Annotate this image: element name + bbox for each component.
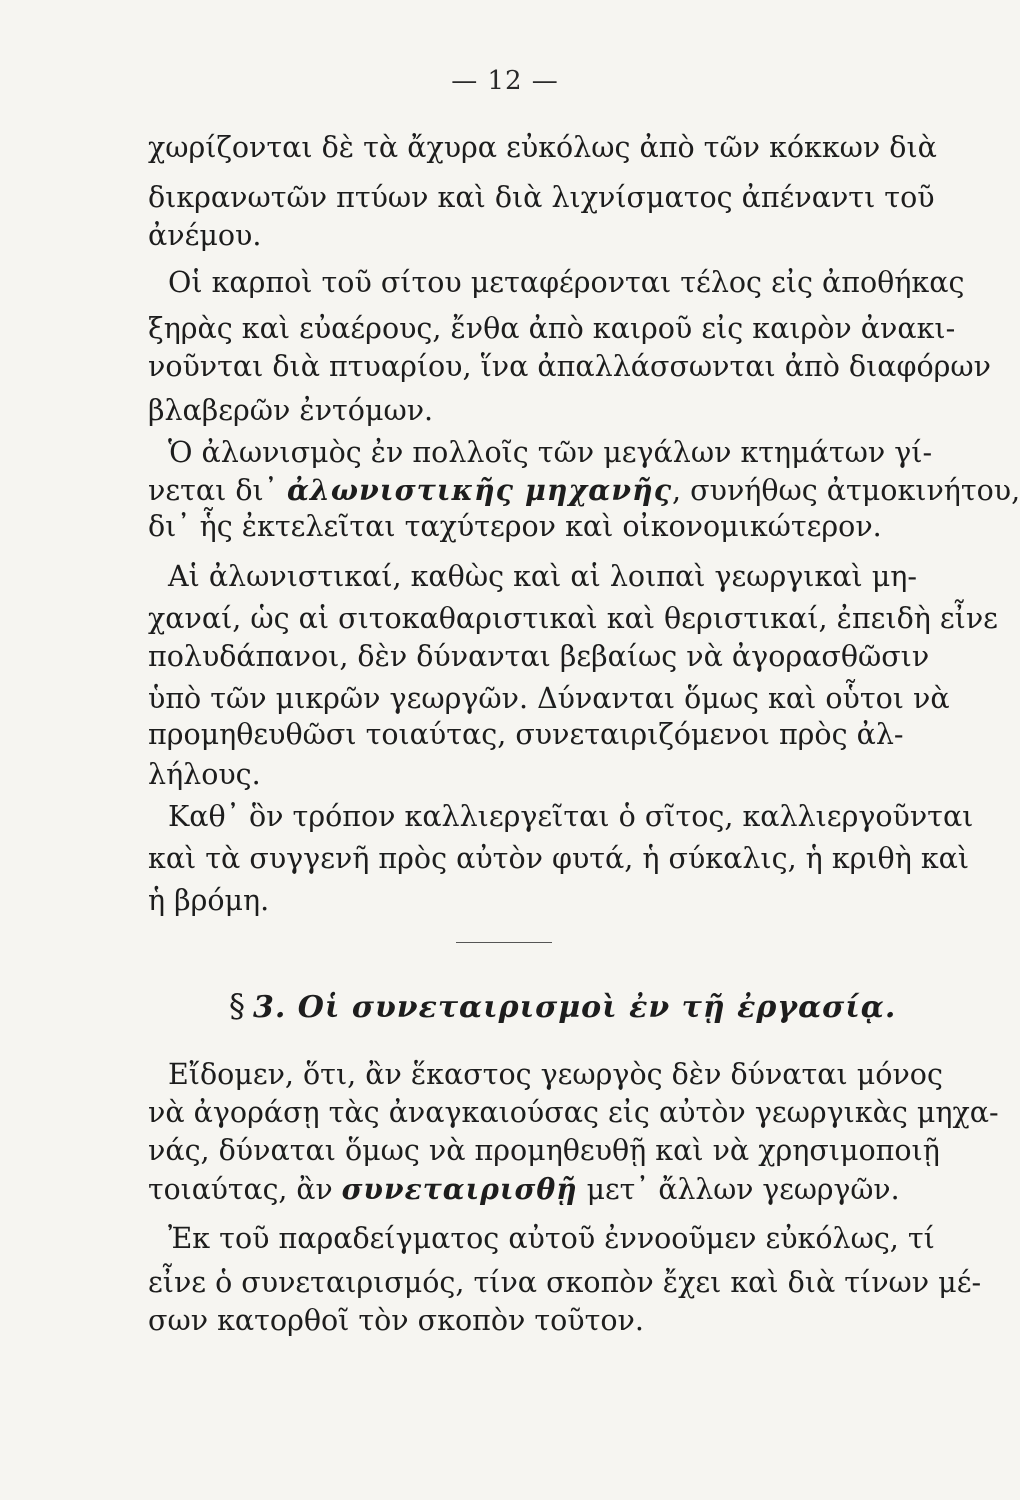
text-line: Ἐκ τοῦ παραδείγματος αὐτοῦ ἐννοοῦμεν εὐκόλως, τί	[168, 1222, 935, 1255]
section-heading-text: 3. Οἱ συνεταιρισμοὶ ἐν τῇ ἐργασίᾳ.	[253, 990, 897, 1025]
text-line: ὑπὸ τῶν μικρῶν γεωργῶν. Δύνανται ὅμως καὶ οὗτοι νὰ	[148, 682, 950, 715]
text-line: δικρανωτῶν πτύων καὶ διὰ λιχνίσματος ἀπέναντι τοῦ	[148, 181, 935, 214]
section-heading	[229, 986, 896, 1028]
text-line: πολυδάπανοι, δὲν δύνανται βεβαίως νὰ ἀγορασθῶσιν	[148, 640, 930, 673]
text-line: λήλους.	[148, 758, 261, 791]
emphasized-term: συνεταιρισθῇ	[341, 1172, 578, 1206]
text-line: καὶ τὰ συγγενῆ πρὸς αὐτὸν φυτά, ἡ σύκαλις, ἡ κριθὴ καὶ	[148, 842, 970, 875]
section-divider	[456, 942, 552, 943]
text-line	[148, 473, 1020, 508]
text-line: Εἴδομεν, ὅτι, ἂν ἕκαστος γεωργὸς δὲν δύναται μόνος	[168, 1058, 943, 1091]
text-line: ἡ βρόμη.	[148, 884, 270, 917]
text-line: δι᾽ ἧς ἐκτελεῖται ταχύτερον καὶ οἰκονομικώτερον.	[148, 510, 882, 543]
text-line: Καθ᾽ ὃν τρόπον καλλιεργεῖται ὁ σῖτος, καλλιεργοῦνται	[168, 800, 974, 833]
text-line: νάς, δύναται ὅμως νὰ προμηθευθῇ καὶ νὰ χρησιμοποιῇ	[148, 1134, 940, 1167]
text-line: βλαβερῶν ἐντόμων.	[148, 394, 434, 427]
text-line: νὰ ἀγοράσῃ τὰς ἀναγκαιούσας εἰς αὐτὸν γεωργικὰς μηχα-	[148, 1096, 999, 1129]
text-line: νοῦνται διὰ πτυαρίου, ἵνα ἀπαλλάσσωνται ἀπὸ διαφόρων	[148, 350, 991, 383]
text-line	[148, 1172, 900, 1207]
text-line: Οἱ καρποὶ τοῦ σίτου μεταφέρονται τέλος εἰς ἀποθήκας	[168, 266, 965, 299]
text-line: Ὁ ἀλωνισμὸς ἐν πολλοῖς τῶν μεγάλων κτημάτων γί-	[168, 436, 933, 469]
text-line: χωρίζονται δὲ τὰ ἄχυρα εὐκόλως ἀπὸ τῶν κόκκων διὰ	[148, 131, 937, 164]
text-line: Αἱ ἀλωνιστικαί, καθὼς καὶ αἱ λοιπαὶ γεωργικαὶ μη-	[168, 560, 917, 593]
text-segment: μετ᾽ ἄλλων γεωργῶν.	[577, 1173, 900, 1206]
emphasized-term: ἀλωνιστικῆς μηχανῆς	[286, 473, 673, 507]
text-line: χαναί, ὡς αἱ σιτοκαθαριστικαὶ καὶ θεριστικαί, ἐπειδὴ εἶνε	[148, 602, 998, 635]
text-line: εἶνε ὁ συνεταιρισμός, τίνα σκοπὸν ἔχει καὶ διὰ τίνων μέ-	[148, 1266, 982, 1299]
text-segment: , συνήθως ἀτμοκινήτου,	[672, 474, 1020, 507]
text-line: ἀνέμου.	[148, 219, 262, 252]
text-segment: νεται δι᾽	[148, 474, 287, 507]
text-line: σων κατορθοῖ τὸν σκοπὸν τοῦτον.	[148, 1304, 644, 1337]
text-line: προμηθευθῶσι τοιαύτας, συνεταιριζόμενοι πρὸς ἀλ-	[148, 718, 904, 751]
text-line: ξηρὰς καὶ εὐαέρους, ἔνθα ἀπὸ καιροῦ εἰς καιρὸν ἀνακι-	[148, 312, 956, 345]
text-segment: τοιαύτας, ἂν	[148, 1173, 342, 1206]
page-number: — 12 —	[451, 66, 559, 96]
section-symbol: §	[229, 987, 245, 1025]
